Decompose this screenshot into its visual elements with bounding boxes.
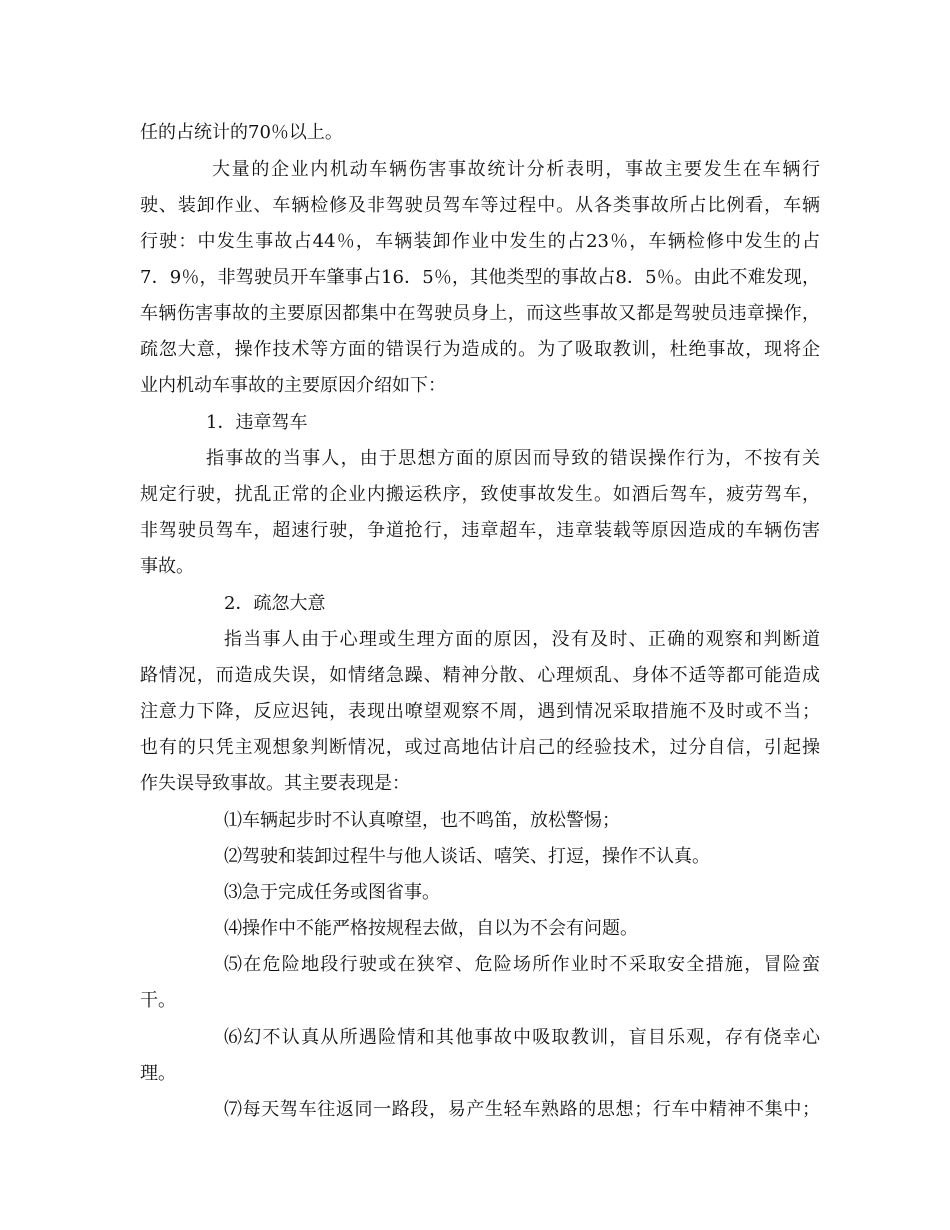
text-line: 车辆伤害事故的主要原因都集中在驾驶员身上，而这些事故又都是驾驶员违章操作， <box>140 303 820 324</box>
section-heading: 2．疏忽大意 <box>224 593 326 614</box>
text-line: 驶、装卸作业、车辆检修及非驾驶员驾车等过程中。从各类事故所占比例看，车辆 <box>140 195 820 216</box>
text-line: 也有的只凭主观想象判断情况，或过高地估计启己的经验技术，过分自信，引起操 <box>140 737 820 758</box>
list-item: ⑴车辆起步时不认真嘹望，也不鸣笛，放松警惕； <box>224 810 620 831</box>
list-item: ⑵驾驶和装卸过程牛与他人谈话、嘻笑、打逗，操作不认真。 <box>224 846 710 867</box>
text-line: 规定行驶，扰乱正常的企业内搬运秩序，致使事故发生。如酒后驾车，疲劳驾车， <box>140 484 820 505</box>
list-item: ⑹幻不认真从所遇险情和其他事故中吸取教训，盲目乐观，存有侥幸心 <box>224 1027 820 1048</box>
paragraph-first-line: 大量的企业内机动车辆伤害事故统计分析表明，事故主要发生在车辆行 <box>212 159 820 180</box>
list-item: ⑺每天驾车往返同一路段，易产生轻车熟路的思想；行车中精神不集中； <box>224 1099 820 1120</box>
list-item: ⑷操作中不能严格按规程去做，自以为不会有问题。 <box>224 918 638 939</box>
text-line: 业内机动车事故的主要原因介绍如下： <box>140 375 446 396</box>
paragraph-first-line: 指当事人由于心理或生理方面的原因，没有及时、正确的观察和判断道 <box>224 629 820 650</box>
text-line: 事故。 <box>140 556 194 577</box>
text-line: 干。 <box>140 990 176 1011</box>
list-item: ⑸在危险地段行驶或在狭窄、危险场所作业时不采取安全措施，冒险蛮 <box>224 954 820 975</box>
list-item: ⑶急于完成任务或图省事。 <box>224 882 440 903</box>
text-line: 非驾驶员驾车，超速行驶，争道抢行，违章超车，违章装载等原因造成的车辆伤害 <box>140 520 820 541</box>
section-heading: 1．违章驾车 <box>206 412 308 433</box>
text-line: 7．9％，非驾驶员开车肇事占16．5％，其他类型的事故占8．5％。由此不难发现， <box>140 267 820 288</box>
text-line: 注意力下降，反应迟钝，表现出嘹望观察不周，遇到情况采取措施不及时或不当； <box>140 701 820 722</box>
text-line: 疏忽大意，操作技术等方面的错误行为造成的。为了吸取教训，杜绝事故，现将企 <box>140 339 820 360</box>
text-line: 作失误导致事故。其主要表现是： <box>140 773 410 794</box>
paragraph-first-line: 指事故的当事人，由于思想方面的原因而导致的错误操作行为，不按有关 <box>206 448 820 469</box>
text-line: 理。 <box>140 1063 176 1084</box>
text-line: 行驶：中发生事故占44％，车辆装卸作业中发生的占23％，车辆检修中发生的占 <box>140 231 820 252</box>
text-line: 任的占统计的70％以上。 <box>140 122 343 143</box>
text-line: 路情况，而造成失误，如情绪急躁、精神分散、心理烦乱、身体不适等都可能造成 <box>140 665 820 686</box>
